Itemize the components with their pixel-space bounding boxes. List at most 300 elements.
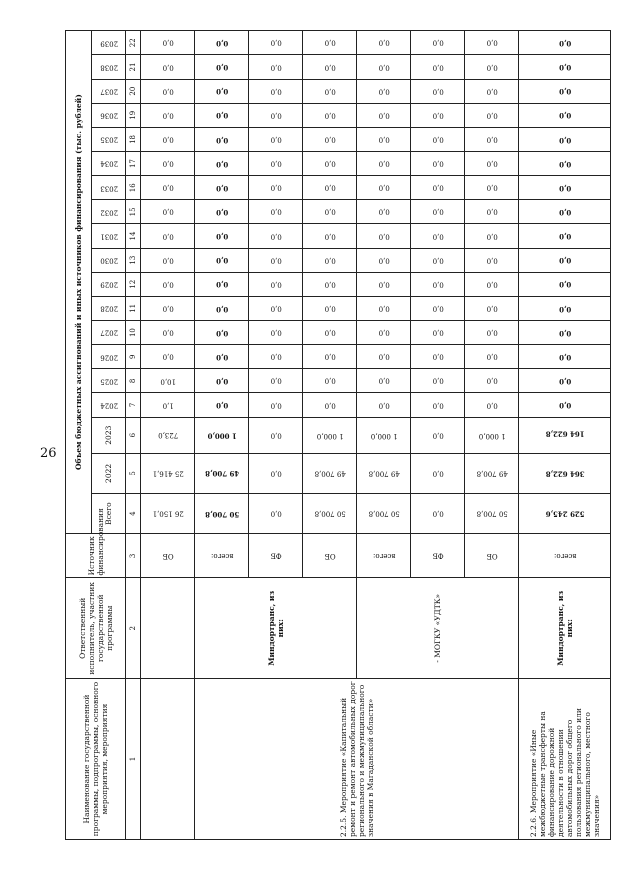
row-value-text: 0,0 [215,304,229,314]
row-value [249,393,303,417]
row-value-text: 0,0 [324,111,336,120]
row-value [195,417,249,453]
row-value [249,31,303,55]
row-value [357,103,411,127]
row-value [195,321,249,345]
row-value-text: 0,0 [162,208,174,217]
row-value-text: 0,0 [270,256,282,265]
header-executor: Ответственный исполнитель, участник государственной программы [66,578,126,679]
row-value [411,176,465,200]
row-value-text: 0,0 [432,208,444,217]
row-value [465,103,519,127]
header-source: Источник финансирования [66,534,126,578]
table-row [141,31,195,840]
row-value-text: 0,0 [270,304,282,313]
row-value-text: 0,0 [486,63,498,72]
column-number: 22 [126,31,141,55]
row-value-text: 0,0 [162,328,174,337]
row-value [519,417,611,453]
row-value [465,417,519,453]
row-value [519,369,611,393]
row-value [519,345,611,369]
row-value [249,296,303,320]
row-value-text: 0,0 [324,38,336,47]
row-value [519,103,611,127]
row-value [465,296,519,320]
header-year [92,103,126,127]
row-value-text: 0,0 [378,63,390,72]
row-value [357,417,411,453]
row-value-text: 0,0 [378,38,390,47]
header-year [92,272,126,296]
row-value [411,79,465,103]
row-value [141,417,195,453]
row-value-text: 0,0 [270,38,282,47]
row-value-text: 164 622,8 [545,429,585,439]
row-value-text: 0,0 [324,304,336,313]
row-source-text: ОБ [162,552,174,561]
row-value-text: 0,0 [432,328,444,337]
row-value [411,55,465,79]
row-value [141,176,195,200]
row-value [519,248,611,272]
row-value [141,31,195,55]
row-source [465,534,519,578]
row-value [141,345,195,369]
row-value [465,152,519,176]
row-value-text: 0,0 [432,232,444,241]
row-value [357,296,411,320]
table-frame [65,30,601,840]
row-value [141,200,195,224]
row-value [357,393,411,417]
row-value [195,31,249,55]
row-value [249,248,303,272]
row-total [141,494,195,534]
row-value-text: 0,0 [432,256,444,265]
row-value [195,55,249,79]
row-value-text: 0,0 [432,469,444,478]
row-source-text: ФБ [432,552,444,561]
row-value-text: 0,0 [432,38,444,47]
row-value [249,55,303,79]
header-year-text: 2037 [100,87,118,96]
row-value-text: 0,0 [486,135,498,144]
row-value-text: 0,0 [486,87,498,96]
row-source-text: всего: [210,552,234,561]
row-name [141,679,195,840]
column-number: 19 [126,103,141,127]
row-source [195,534,249,578]
row-total-text: 50 700,8 [368,509,400,518]
row-value-text: 0,0 [378,135,390,144]
row-value [465,453,519,493]
row-value [465,79,519,103]
row-value-text: 0,0 [486,304,498,313]
row-value-text: 0,0 [270,183,282,192]
header-year-text: 2035 [100,135,118,144]
row-value-text: 0,0 [558,111,572,121]
row-value-text: 0,0 [558,208,572,218]
column-number: 17 [126,152,141,176]
row-value [195,369,249,393]
row-value [411,200,465,224]
row-value-text: 0,0 [215,135,229,145]
row-value-text: 0,0 [270,377,282,386]
row-value [303,417,357,453]
row-value-text: 0,0 [558,280,572,290]
row-source-text: всего: [553,552,577,561]
row-value [465,31,519,55]
row-total-text: 50 700,8 [204,509,240,519]
row-value [411,248,465,272]
row-value [141,272,195,296]
row-value-text: 25 416,1 [152,469,184,478]
row-value-text: 723,0 [157,431,179,440]
row-value-text: 0,0 [558,232,572,242]
header-year-text: 2027 [100,328,118,337]
row-value [519,321,611,345]
row-value [357,321,411,345]
row-value [465,369,519,393]
row-value-text: 0,0 [324,159,336,168]
row-value-text: 0,0 [378,256,390,265]
header-year-text: 2032 [100,208,118,217]
row-value [303,224,357,248]
row-value-text: 0,0 [162,38,174,47]
row-value [195,152,249,176]
row-total [303,494,357,534]
row-value-text: 0,0 [162,135,174,144]
row-value [141,393,195,417]
header-year [92,345,126,369]
header-year: 2022 [92,453,126,493]
row-value-text: 1 000,0 [207,431,237,441]
row-value [249,321,303,345]
column-number: 13 [126,248,141,272]
row-value [411,103,465,127]
row-value-text: 0,0 [558,304,572,314]
row-total-text: 50 700,8 [314,509,346,518]
row-value [519,453,611,493]
row-value-text: 0,0 [378,111,390,120]
row-value-text: 0,0 [270,431,282,440]
row-value-text: 0,0 [378,183,390,192]
header-year-text: 2024 [100,401,118,410]
row-value [411,417,465,453]
row-value [357,345,411,369]
row-value [141,127,195,151]
row-value-text: 0,0 [215,232,229,242]
row-value-text: 0,0 [432,377,444,386]
row-value-text: 0,0 [486,328,498,337]
row-value [465,55,519,79]
row-value [303,55,357,79]
row-value [357,79,411,103]
row-value [519,31,611,55]
row-value [465,345,519,369]
row-value-text: 0,0 [378,328,390,337]
row-value [519,200,611,224]
row-value-text: 0,0 [270,87,282,96]
row-value [141,103,195,127]
header-year-text: 2034 [100,159,118,168]
column-number: 8 [126,369,141,393]
row-source-text: всего: [372,552,396,561]
row-value [141,152,195,176]
row-value-text: 0,0 [432,304,444,313]
header-year [92,55,126,79]
row-value [249,345,303,369]
header-total: Всего [92,494,126,534]
row-value [519,296,611,320]
row-value [357,369,411,393]
row-value-text: 0,0 [270,135,282,144]
header-year-text: 2030 [100,256,118,265]
row-value-text: 0,0 [558,256,572,266]
header-row [66,31,92,840]
row-value [519,127,611,151]
column-numbers-row [126,31,141,840]
row-value [249,103,303,127]
row-value [357,55,411,79]
row-total-text: 26 150,1 [152,509,184,518]
row-value [303,200,357,224]
header-year [92,296,126,320]
row-value-text: 0,0 [486,159,498,168]
header-year [92,127,126,151]
row-value [465,272,519,296]
row-value [303,272,357,296]
row-value-text: 49 700,8 [314,469,346,478]
row-value [303,79,357,103]
row-value [465,176,519,200]
row-value [141,296,195,320]
header-year [92,152,126,176]
column-number: 12 [126,272,141,296]
row-total [195,494,249,534]
row-source-text: ОБ [324,552,336,561]
row-value-text: 0,0 [162,304,174,313]
row-total [519,494,611,534]
column-number: 10 [126,321,141,345]
row-value [249,176,303,200]
column-number: 1 [126,679,141,840]
header-year [92,79,126,103]
row-value-text: 0,0 [558,401,572,411]
row-value-text: 0,0 [162,111,174,120]
header-year [92,369,126,393]
row-value-text: 1 000,0 [370,431,398,440]
row-value [519,79,611,103]
row-value-text: 0,0 [432,111,444,120]
row-value-text: 0,0 [270,159,282,168]
row-value-text: 0,0 [432,159,444,168]
row-value-text: 0,0 [270,328,282,337]
row-value [195,224,249,248]
row-value [195,103,249,127]
header-year-text: 2025 [100,377,118,386]
row-value [195,248,249,272]
row-value-text: 0,0 [215,256,229,266]
row-value-text: 10,0 [160,377,176,386]
row-value-text: 49 700,8 [204,469,240,479]
row-value [195,176,249,200]
row-total-text: 0,0 [432,509,444,518]
row-value [519,176,611,200]
row-value [519,152,611,176]
row-name: 2.2.5. Мероприятие «Капитальный ремонт и ремонт автомобильных дорог регионального и межмуниципального значения в Магаданской области» [195,679,519,840]
row-value-text: 0,0 [270,63,282,72]
row-value [519,272,611,296]
row-executor [141,578,195,679]
row-value [357,453,411,493]
row-value [357,224,411,248]
page-number: 26 [40,446,57,461]
row-value [249,272,303,296]
row-value-text: 0,0 [378,304,390,313]
row-value [411,321,465,345]
row-value-text: 0,0 [324,280,336,289]
row-value [303,248,357,272]
row-value [357,176,411,200]
row-value [357,272,411,296]
row-value-text: 364 622,8 [545,469,585,479]
row-value-text: 0,0 [215,280,229,290]
row-value-text: 0,0 [486,352,498,361]
row-source [357,534,411,578]
row-value-text: 0,0 [486,38,498,47]
row-value-text: 0,0 [162,63,174,72]
row-value-text: 1 000,0 [316,431,344,440]
row-value-text: 0,0 [378,377,390,386]
row-value-text: 0,0 [378,232,390,241]
row-value [465,321,519,345]
row-value [411,345,465,369]
row-value-text: 0,0 [162,352,174,361]
row-value [141,248,195,272]
column-number: 7 [126,393,141,417]
row-value-text: 0,0 [558,328,572,338]
row-value [465,127,519,151]
row-value [249,200,303,224]
row-value [303,393,357,417]
row-value-text: 0,0 [215,38,229,48]
column-number: 2 [126,578,141,679]
header-year-text: 2036 [100,111,118,120]
row-value-text: 0,0 [270,469,282,478]
row-value-text: 0,0 [270,232,282,241]
row-source [141,534,195,578]
row-value-text: 0,0 [378,401,390,410]
row-value-text: 0,0 [162,256,174,265]
row-value [249,152,303,176]
row-value [195,200,249,224]
column-number: 16 [126,176,141,200]
row-value-text: 0,0 [215,159,229,169]
header-year-text: 2039 [100,38,118,47]
header-year-text: 2028 [100,304,118,313]
row-source [249,534,303,578]
row-total-text: 50 700,8 [476,509,508,518]
row-value-text: 0,0 [162,183,174,192]
row-value [411,127,465,151]
row-value-text: 0,0 [215,328,229,338]
header-year-text: 2029 [100,280,118,289]
row-value-text: 1,0 [162,401,174,410]
row-value [357,31,411,55]
row-executor: Миндортранс, из них: [519,578,611,679]
header-year [92,248,126,272]
row-value [195,453,249,493]
row-value [249,127,303,151]
row-value-text: 0,0 [162,280,174,289]
row-value [195,393,249,417]
row-value-text: 0,0 [486,401,498,410]
row-value-text: 0,0 [378,87,390,96]
header-name: Наименование государственной программы, подпрограммы, основного мероприятия, мероприятия [66,679,126,840]
row-value [303,152,357,176]
row-value [465,248,519,272]
row-value-text: 0,0 [558,87,572,97]
row-total-text: 0,0 [270,509,282,518]
row-value [303,176,357,200]
row-value [141,321,195,345]
row-value [465,393,519,417]
row-value-text: 0,0 [215,87,229,97]
row-value-text: 0,0 [270,280,282,289]
row-value-text: 0,0 [486,208,498,217]
row-value [303,296,357,320]
row-value-text: 0,0 [324,377,336,386]
row-value-text: 0,0 [324,63,336,72]
row-value-text: 0,0 [558,135,572,145]
row-value-text: 49 700,8 [368,469,400,478]
header-year [92,393,126,417]
row-name: 2.2.6. Мероприятие «Иные межбюджетные трансферты на финансирование дорожной деятельности в отношении автомобильных дорог общего пользования регионального или межмуниципального, местного значения» [519,679,611,840]
column-number: 3 [126,534,141,578]
row-source [303,534,357,578]
row-value [141,79,195,103]
budget-table [65,30,611,840]
row-value-text: 0,0 [215,183,229,193]
row-value [249,417,303,453]
row-value-text: 0,0 [432,135,444,144]
column-number: 15 [126,200,141,224]
header-year [92,321,126,345]
row-value [303,321,357,345]
row-total [411,494,465,534]
column-number: 6 [126,417,141,453]
row-value-text: 0,0 [215,401,229,411]
row-value [357,200,411,224]
row-total [465,494,519,534]
row-total-text: 529 245,6 [545,509,585,519]
row-value [303,453,357,493]
row-source-text: ФБ [270,552,282,561]
row-value [519,393,611,417]
row-value [519,55,611,79]
row-value-text: 0,0 [215,63,229,73]
row-value-text: 0,0 [215,111,229,121]
row-value-text: 0,0 [432,431,444,440]
row-value [303,369,357,393]
row-value-text: 0,0 [558,352,572,362]
row-value [465,224,519,248]
row-value [411,453,465,493]
row-value-text: 0,0 [378,159,390,168]
row-value [411,224,465,248]
